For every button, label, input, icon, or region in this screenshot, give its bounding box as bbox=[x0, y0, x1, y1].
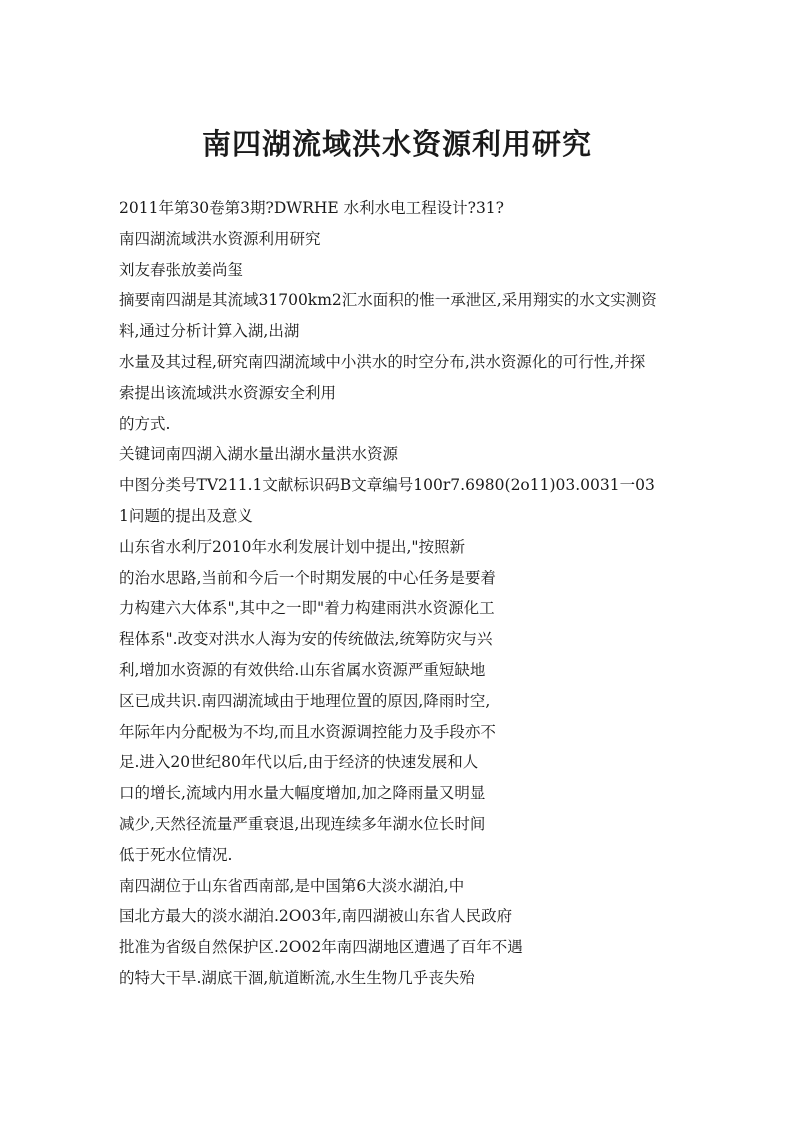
text-line: 口的增长,流域内用水量大幅度增加,加之降雨量又明显 bbox=[119, 784, 486, 803]
text-line: 南四湖位于山东省西南部,是中国第6大淡水湖泊,中 bbox=[119, 876, 465, 895]
text-line: 区已成共识.南四湖流域由于地理位置的原因,降雨时空, bbox=[119, 691, 491, 710]
text-line: 足.进入20世纪80年代以后,由于经济的快速发展和人 bbox=[119, 753, 479, 772]
text-line: 利,增加水资源的有效供给.山东省属水资源严重短缺地 bbox=[119, 660, 486, 679]
text-line: 南四湖流域洪水资源利用研究 bbox=[119, 229, 321, 248]
text-line: 摘要南四湖是其流域31700km2汇水面积的惟一承泄区,采用翔实的水文实测资 bbox=[119, 291, 657, 310]
text-line: 料,通过分析计算入湖,出湖 bbox=[119, 322, 300, 341]
text-line: 刘友春张放姜尚玺 bbox=[119, 260, 244, 279]
text-line: 中图分类号TV211.1文献标识码B文章编号100r7.6980(2o11)03.0031一03 bbox=[119, 476, 655, 495]
text-line: 的特大干旱.湖底干涸,航道断流,水生生物几乎丧失殆 bbox=[119, 968, 475, 987]
text-line: 的方式. bbox=[119, 414, 171, 433]
text-line: 批准为省级自然保护区.2O02年南四湖地区遭遇了百年不遇 bbox=[119, 938, 523, 957]
document-title: 南四湖流域洪水资源利用研究 bbox=[201, 127, 592, 161]
text-line: 力构建六大体系",其中之一即"着力构建雨洪水资源化工 bbox=[119, 599, 495, 618]
text-line: 索提出该流域洪水资源安全利用 bbox=[119, 383, 337, 402]
document-body bbox=[119, 193, 681, 994]
text-line: 2011年第30卷第3期?DWRHE 水利水电工程设计?31? bbox=[119, 199, 504, 217]
text-line: 程体系".改变对洪水人海为安的传统做法,统筹防灾与兴 bbox=[119, 630, 493, 649]
text-line: 水量及其过程,研究南四湖流域中小洪水的时空分布,洪水资源化的可行性,并探 bbox=[119, 352, 646, 371]
text-line: 国北方最大的淡水湖泊.2O03年,南四湖被山东省人民政府 bbox=[119, 907, 513, 926]
text-line: 山东省水利厅2010年水利发展计划中提出,"按照新 bbox=[119, 537, 466, 556]
text-line: 减少,天然径流量严重衰退,出现连续多年湖水位长时间 bbox=[119, 814, 486, 833]
text-line: 低于死水位情况. bbox=[119, 845, 233, 864]
text-line: 年际年内分配极为不均,而且水资源调控能力及手段亦不 bbox=[119, 722, 496, 741]
text-line: 的治水思路,当前和今后一个时期发展的中心任务是要着 bbox=[119, 568, 496, 587]
text-line: 1问题的提出及意义 bbox=[119, 506, 253, 525]
text-line: 关键词南四湖入湖水量出湖水量洪水资源 bbox=[119, 445, 399, 464]
